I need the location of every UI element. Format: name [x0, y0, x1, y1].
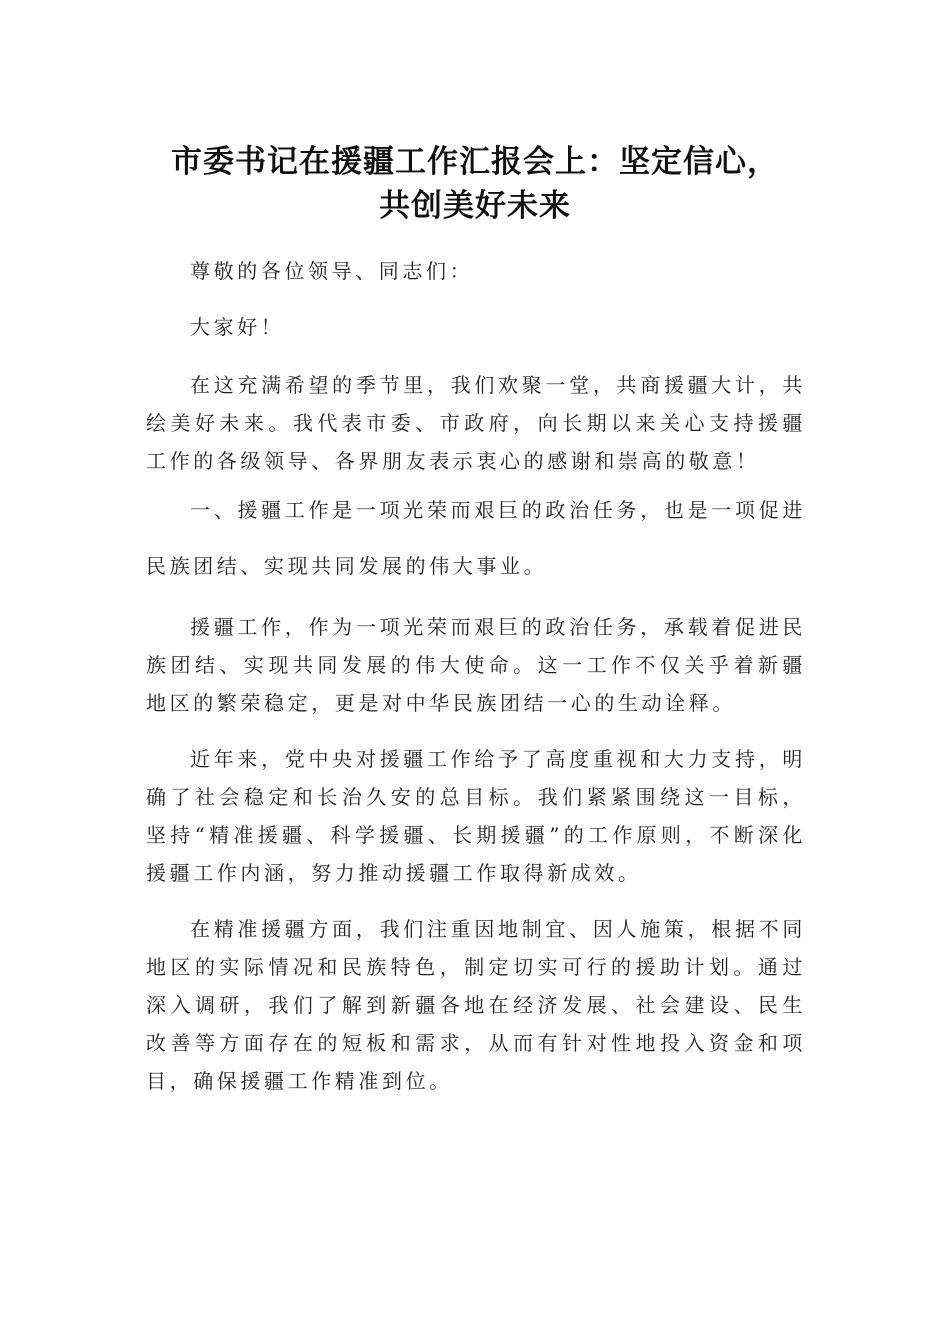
section-heading-1: 一、援疆工作是一项光荣而艰巨的政治任务，也是一项促进民族团结、实现共同发展的伟大事业。: [146, 498, 806, 578]
paragraph-recent-years: 近年来，党中央对援疆工作给予了高度重视和大力支持，明确了社会稳定和长治久安的总目标。我们紧紧围绕这一目标，坚持“精准援疆、科学援疆、长期援疆”的工作原则，不断深化援疆工作内涵，努力推动援疆工作取得新成效。: [146, 747, 806, 885]
document-title: [100, 140, 850, 228]
title-line-1: 市委书记在援疆工作汇报会上：坚定信心，: [171, 144, 779, 180]
title-line-2: 共创美好未来: [379, 188, 571, 224]
paragraph-opening: 在这充满希望的季节里，我们欢聚一堂，共商援疆大计，共绘美好未来。我代表市委、市政府，向长期以来关心支持援疆工作的各级领导、各界朋友表示衷心的感谢和崇高的敬意！: [146, 373, 806, 473]
paragraph-precise-aid: 在精准援疆方面，我们注重因地制宜、因人施策，根据不同地区的实际情况和民族特色，制定切实可行的援助计划。通过深入调研，我们了解到新疆各地在经济发展、社会建设、民生改善等方面存在的短板和需求，从而有针对性地投入资金和项目，确保援疆工作精准到位。: [146, 917, 806, 1093]
document-body: [146, 252, 806, 1100]
salutation: 尊敬的各位领导、同志们：: [190, 259, 474, 283]
greeting: 大家好！: [190, 315, 285, 339]
paragraph-significance: 援疆工作，作为一项光荣而艰巨的政治任务，承载着促进民族团结、实现共同发展的伟大使命。这一工作不仅关乎着新疆地区的繁荣稳定，更是对中华民族团结一心的生动诠释。: [146, 615, 806, 715]
